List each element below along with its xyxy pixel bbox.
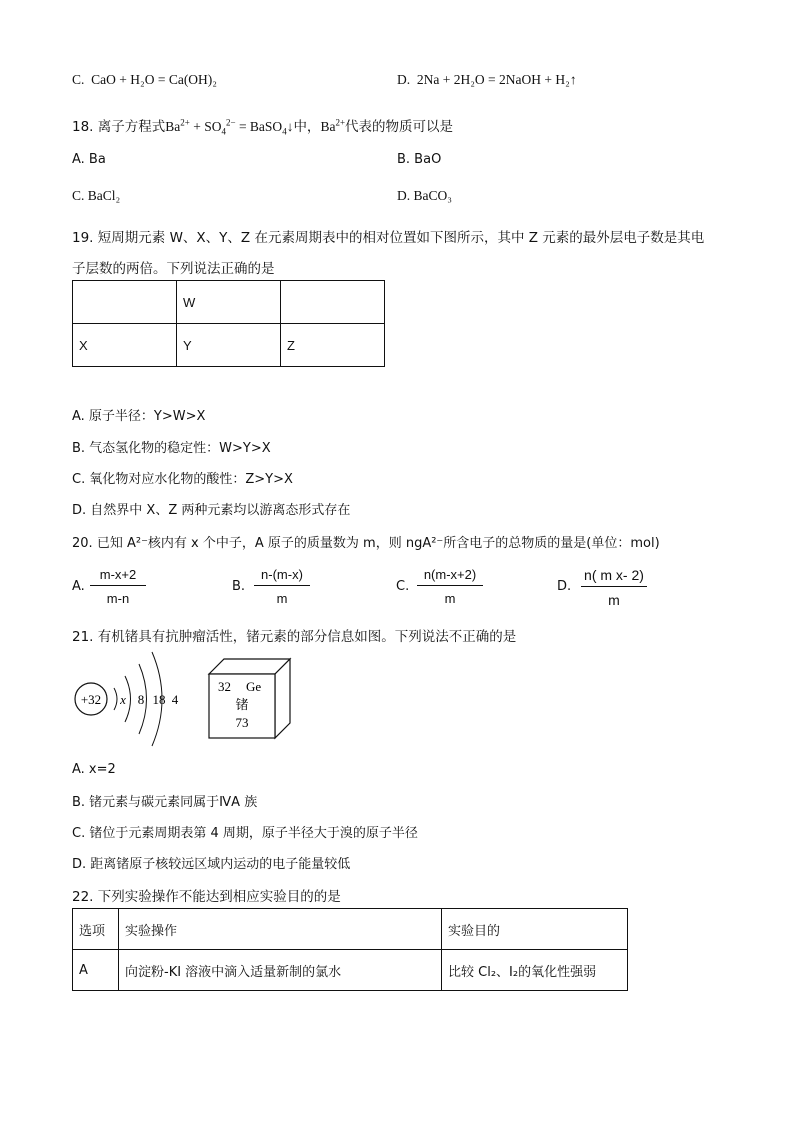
q18-option-d: D. BaCO₃: [397, 188, 452, 203]
table-cell: 向淀粉-KI 溶液中滴入适量新制的氯水: [119, 950, 442, 991]
atomic-mass: 73: [235, 715, 249, 730]
shell-electron-count: 8: [137, 692, 145, 707]
table-cell: Y: [177, 324, 281, 367]
table-row: [73, 324, 385, 367]
table-cell: A: [73, 950, 119, 991]
shell-electron-count: 18: [152, 692, 166, 707]
q21-option-d: D. 距离锗原子核较远区域内运动的电子能量较低: [72, 857, 351, 872]
q18-option-a: A. Ba: [72, 152, 106, 167]
table-cell: W: [177, 281, 281, 324]
table-row: [73, 950, 628, 991]
denominator: m: [276, 591, 288, 606]
shell-electron-count: x: [120, 692, 126, 707]
table-cell: Z: [281, 324, 385, 367]
q19-option-c: C. 氧化物对应水化物的酸性：Z>Y>X: [72, 472, 293, 487]
q21-option-b: B. 锗元素与碳元素同属于ⅣA 族: [72, 795, 258, 810]
q20-option-a-fraction: [90, 567, 146, 606]
q21-option-a: A. x=2: [72, 762, 116, 777]
numerator: n-(m-x): [254, 567, 310, 586]
experiment-table: [72, 908, 628, 991]
germanium-atom-structure-diagram: [70, 648, 190, 753]
periodic-position-table: [72, 280, 385, 367]
column-header-option: 选项: [73, 909, 119, 950]
q19-option-d: D. 自然界中 X、Z 两种元素均以游离态形式存在: [72, 503, 351, 518]
numerator: m-x+2: [90, 567, 146, 586]
numerator: n( m x- 2): [581, 567, 647, 587]
table-cell: X: [73, 324, 177, 367]
q20-option-a-label: A.: [72, 579, 85, 594]
denominator: m: [444, 591, 456, 606]
shell-arc-1: [114, 688, 117, 710]
element-symbol: Ge: [246, 679, 262, 694]
denominator: m: [608, 592, 620, 608]
table-header-row: [73, 909, 628, 950]
table-cell: [281, 281, 385, 324]
q20-option-d-fraction: [581, 567, 647, 608]
q20-option-d-label: D.: [557, 579, 572, 594]
table-cell: [73, 281, 177, 324]
q19-option-b: B. 气态氢化物的稳定性：W>Y>X: [72, 441, 271, 456]
q17-option-c: C. CaO + H₂O = Ca(OH)₂: [72, 72, 218, 87]
atomic-number: 32: [218, 679, 231, 694]
nucleus-charge: +32: [80, 692, 102, 707]
q21-stem: 21. 有机锗具有抗肿瘤活性，锗元素的部分信息如图。下列说法不正确的是: [72, 629, 517, 645]
q20-stem: 20. 已知 A²⁻核内有 x 个中子，A 原子的质量数为 m，则 ngA²⁻所含电子的总物质的量是(单位：mol): [72, 536, 660, 551]
element-name: 锗: [235, 698, 249, 713]
q20-option-c-label: C.: [396, 579, 410, 594]
column-header-operation: 实验操作: [119, 909, 442, 950]
q21-option-c: C. 锗位于元素周期表第 4 周期，原子半径大于溴的原子半径: [72, 826, 418, 841]
column-header-purpose: 实验目的: [442, 909, 628, 950]
q20-option-c-fraction: [417, 567, 483, 606]
q17-option-d: D. 2Na + 2H₂O = 2NaOH + H₂↑: [397, 72, 577, 87]
q19-stem-line2: 子层数的两倍。下列说法正确的是: [72, 261, 275, 277]
q19-option-a: A. 原子半径：Y>W>X: [72, 409, 206, 424]
numerator: n(m-x+2): [417, 567, 483, 586]
table-row: [73, 281, 385, 324]
germanium-element-tile: [205, 655, 295, 741]
q18-option-b: B. BaO: [397, 152, 442, 167]
q18-stem: 18. 离子方程式$Ba^{2+} + SO_4^{2-}$ = BaSO$_4$↓中，$Ba^{2+}$代表的物质可以是: [72, 117, 454, 137]
denominator: m-n: [106, 591, 130, 606]
shell-electron-count: 4: [171, 692, 179, 707]
q19-stem-line1: 19. 短周期元素 W、X、Y、Z 在元素周期表中的相对位置如下图所示，其中 Z 元素的最外层电子数是其电: [72, 230, 705, 246]
table-cell: 比较 Cl₂、I₂的氧化性强弱: [442, 950, 628, 991]
q20-option-b-fraction: [254, 567, 310, 606]
q22-stem: 22. 下列实验操作不能达到相应实验目的的是: [72, 889, 341, 905]
q18-option-c: C. BaCl₂: [72, 188, 121, 203]
q20-option-b-label: B.: [232, 579, 246, 594]
